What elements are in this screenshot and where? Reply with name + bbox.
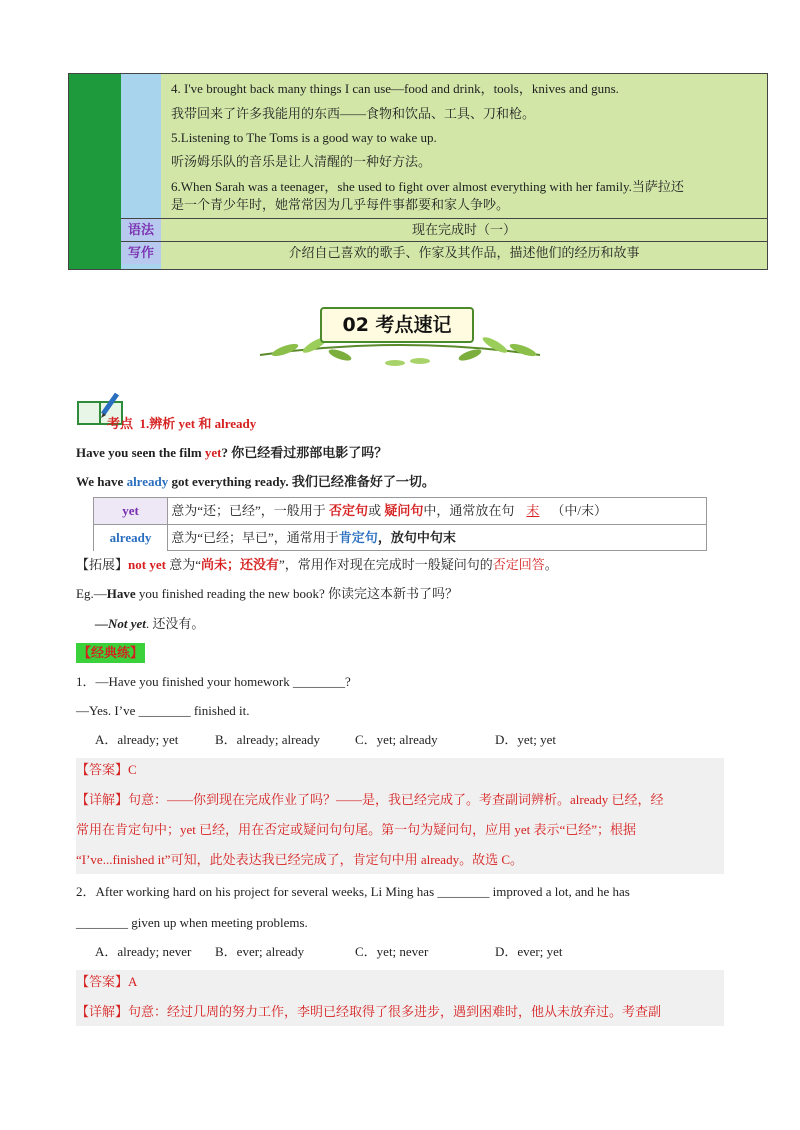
desc-keyword: 否定句 — [329, 503, 369, 518]
example-text: ? 你已经看过那部电影了吗？ — [221, 445, 388, 460]
question-1-option-c[interactable]: C．yet; already — [355, 732, 438, 747]
answer-panel-2 — [76, 970, 724, 1026]
table-column-unit — [69, 74, 122, 269]
keyword-already: already — [126, 474, 169, 489]
question-2-option-a[interactable]: A．already; never — [95, 944, 192, 959]
sentence-line: 5.Listening to The Toms is a good way to wake up. — [171, 130, 437, 145]
question-1-option-b[interactable]: B．already; already — [215, 732, 321, 747]
detail-1-line: “I’ve...finished it”可知，此处表达我已经完成了，肯定句中用 already。故选 C。 — [76, 852, 523, 867]
desc-text: 或 — [368, 503, 385, 518]
point-label: 考点 — [107, 416, 134, 431]
sentence-line: 4. I've brought back many things I can use—food and drink，tools，knives and guns. — [171, 81, 619, 96]
writing-text: 介绍自己喜欢的歌手、作家及其作品，描述他们的经历和故事 — [288, 245, 640, 260]
point-heading — [107, 414, 256, 434]
detail-1-line: 【详解】句意：——你到现在完成作业了吗？——是，我已经完成了。考查副词辨析。already 已经，经 — [76, 792, 664, 807]
note-text: ”，常用作对现在完成时一般疑问句的 — [278, 557, 493, 572]
desc-text: （中/末） — [551, 503, 607, 518]
writing-label: 写作 — [121, 242, 161, 264]
practice-header: 【经典练】 — [76, 643, 145, 663]
question-2-line-1: 2．After working hard on his project for several weeks, Li Ming has ________ improved a lot, and he has — [76, 884, 630, 899]
desc-blank-answer: 末 — [526, 503, 540, 518]
sentence-line: 是一个青少年时，她常常因为几乎每件事都要和家人争吵。 — [171, 197, 510, 212]
desc-text: ，放句中句末 — [377, 530, 456, 545]
extension-reply — [95, 614, 204, 634]
note-keyword: 尚未；还没有 — [200, 557, 279, 572]
grammar-text: 现在完成时（一） — [411, 222, 516, 237]
section-title: 02 考点速记 — [342, 314, 452, 336]
yet-label: yet — [94, 498, 168, 524]
section-banner — [320, 307, 474, 343]
keyword-yet: yet — [204, 445, 222, 460]
desc-text: 意为“已经；早已”，通常用于 — [171, 530, 339, 545]
extension-example — [76, 584, 458, 604]
question-1-option-d[interactable]: D．yet; yet — [495, 732, 557, 747]
desc-text: 中，通常放在句 — [423, 503, 515, 518]
already-description — [168, 525, 706, 551]
question-2-option-c[interactable]: C．yet; never — [355, 944, 429, 959]
point-title: 1.辨析 yet 和 already — [139, 416, 257, 431]
example-text: got everything ready. 我们已经准备好了一切。 — [168, 474, 435, 489]
note-text: . 还没有。 — [145, 616, 205, 631]
desc-keyword: 肯定句 — [338, 530, 378, 545]
note-text: Eg.— — [76, 586, 107, 601]
note-keyword: 否定回答 — [492, 557, 545, 572]
question-1-option-a[interactable]: A．already; yet — [95, 732, 179, 747]
example-sentence-1 — [76, 443, 387, 463]
detail-1-line: 常用在肯定句中；yet 已经，用在否定或疑问句句尾。第一句为疑问句，应用 yet 表示“已经”；根据 — [76, 822, 637, 837]
desc-text: 意为“还；已经”，一般用于 — [171, 503, 330, 518]
question-2-option-d[interactable]: D．ever; yet — [495, 944, 563, 959]
note-text: 【拓展】 — [76, 557, 129, 572]
table-row — [94, 498, 706, 524]
note-text: 意为“ — [165, 557, 201, 572]
compare-table — [93, 497, 707, 551]
note-text: 。 — [544, 557, 558, 572]
example-text: Have you seen the film — [76, 445, 205, 460]
note-keyword: not yet — [128, 557, 166, 572]
detail-2-line: 【详解】句意：经过几周的努力工作，李明已经取得了很多进步，遇到困难时，他从未放弃过。考查副 — [76, 1004, 662, 1019]
table-row — [94, 525, 706, 551]
note-keyword: Have — [106, 586, 136, 601]
question-2-option-b[interactable]: B．ever; already — [215, 944, 305, 959]
question-1-line-2: —Yes. I’ve ________ finished it. — [76, 703, 250, 718]
sentence-line: 我带回来了许多我能用的东西——食物和饮品、工具、刀和枪。 — [171, 106, 536, 121]
note-keyword: —Not yet — [95, 616, 146, 631]
desc-keyword: 疑问句 — [384, 503, 424, 518]
extension-note — [76, 555, 558, 575]
question-2-line-2: ________ given up when meeting problems. — [76, 915, 308, 930]
already-label: already — [94, 525, 168, 551]
answer-panel-1 — [76, 758, 724, 874]
vocabulary-table — [68, 73, 768, 270]
sentence-line: 听汤姆乐队的音乐是让人清醒的一种好方法。 — [171, 154, 432, 169]
example-sentence-2 — [76, 472, 435, 492]
note-text: you finished reading the new book? 你读完这本新书了吗？ — [135, 586, 459, 601]
sentence-line: 6.When Sarah was a teenager，she used to fight over almost everything with her family.当萨拉还 — [171, 179, 684, 194]
yet-description — [168, 498, 706, 524]
example-text: We have — [76, 474, 127, 489]
answer-1: 【答案】C — [76, 762, 137, 777]
question-1-line-1: 1．—Have you finished your homework ________? — [76, 674, 351, 689]
answer-2: 【答案】A — [76, 974, 138, 989]
grammar-label: 语法 — [121, 219, 161, 241]
